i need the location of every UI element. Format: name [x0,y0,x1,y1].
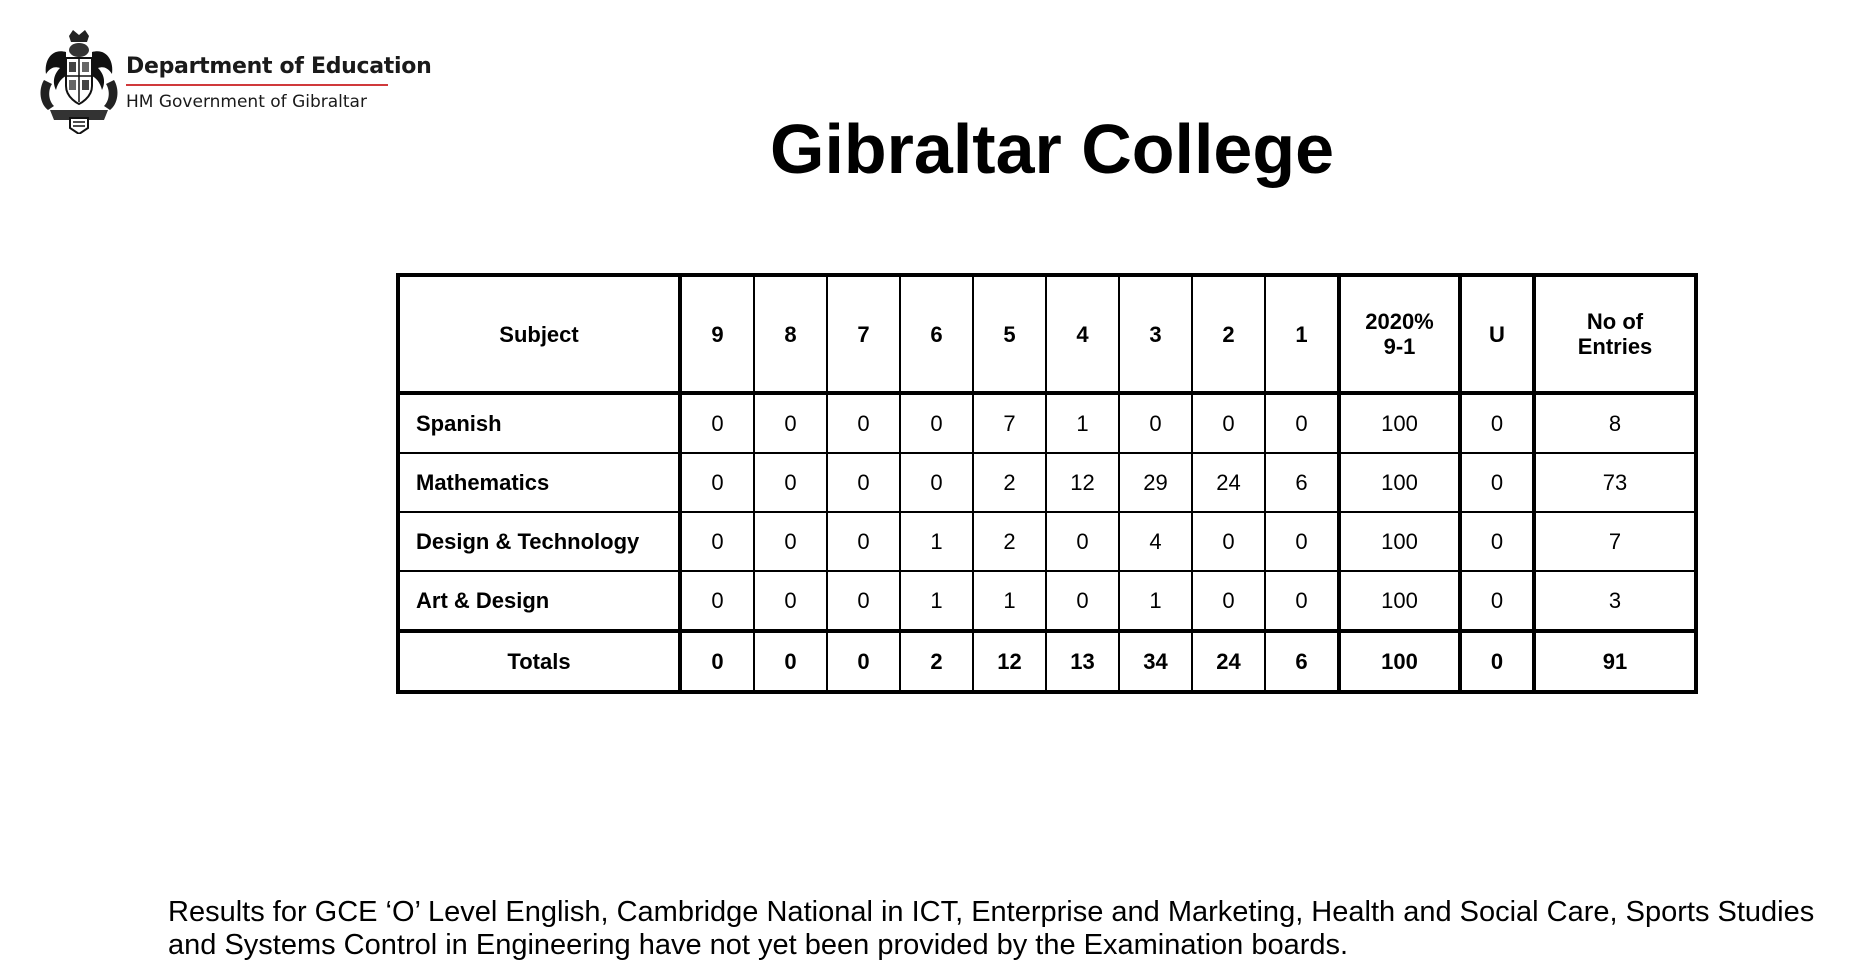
grade-cell: 1 [1046,393,1119,453]
grade-cell: 0 [1046,571,1119,631]
total-grade-cell: 24 [1192,631,1265,692]
total-grade-cell: 13 [1046,631,1119,692]
grade-cell: 0 [754,393,827,453]
header-pass-rate-line1: 2020% [1365,309,1434,334]
entries-cell: 73 [1534,453,1696,512]
totals-row [398,631,1696,692]
table-row [398,512,1696,571]
grade-cell: 24 [1192,453,1265,512]
pass-rate-cell: 100 [1339,453,1460,512]
pass-rate-cell: 100 [1339,393,1460,453]
header-grade-9: 9 [680,275,754,393]
subject-cell: Mathematics [398,453,680,512]
grade-cell: 0 [754,453,827,512]
grade-cell: 0 [827,453,900,512]
grade-cell: 0 [680,571,754,631]
header-grade-6: 6 [900,275,973,393]
grade-cell: 6 [1265,453,1339,512]
grade-cell: 0 [827,571,900,631]
total-grade-cell: 0 [754,631,827,692]
grade-cell: 0 [1265,571,1339,631]
header-grade-5: 5 [973,275,1046,393]
header-grade-7: 7 [827,275,900,393]
header-subject: Subject [398,275,680,393]
grade-cell: 0 [1046,512,1119,571]
grade-cell: 0 [1119,393,1192,453]
grade-cell: 0 [680,393,754,453]
total-grade-cell: 0 [680,631,754,692]
grade-cell: 0 [1192,393,1265,453]
grade-cell: 0 [900,393,973,453]
government-name: HM Government of Gibraltar [126,92,367,112]
table-row [398,453,1696,512]
total-grade-cell: 6 [1265,631,1339,692]
grade-cell: 0 [680,512,754,571]
grade-cell: 1 [900,512,973,571]
grade-cell: 29 [1119,453,1192,512]
department-name: Department of Education [126,54,432,79]
u-cell: 0 [1460,453,1534,512]
subject-cell: Art & Design [398,571,680,631]
header-pass-rate-line2: 9-1 [1383,334,1416,359]
entries-cell: 3 [1534,571,1696,631]
grade-cell: 12 [1046,453,1119,512]
table-header-row [398,275,1696,393]
grade-cell: 0 [1192,571,1265,631]
total-u-cell: 0 [1460,631,1534,692]
total-grade-cell: 34 [1119,631,1192,692]
totals-label: Totals [398,631,680,692]
header-grade-3: 3 [1119,275,1192,393]
grade-cell: 0 [1265,393,1339,453]
u-cell: 0 [1460,393,1534,453]
header-grade-1: 1 [1265,275,1339,393]
total-grade-cell: 0 [827,631,900,692]
grade-cell: 2 [973,512,1046,571]
total-entries-cell: 91 [1534,631,1696,692]
subject-cell: Spanish [398,393,680,453]
table-row [398,393,1696,453]
pass-rate-cell: 100 [1339,571,1460,631]
grade-cell: 1 [1119,571,1192,631]
header-grade-2: 2 [1192,275,1265,393]
header-entries-line2: Entries [1577,334,1653,359]
grade-cell: 4 [1119,512,1192,571]
grade-cell: 0 [1265,512,1339,571]
header-entries [1534,275,1696,393]
department-logo [36,30,432,140]
entries-cell: 7 [1534,512,1696,571]
grade-cell: 0 [754,571,827,631]
table-row [398,571,1696,631]
u-cell: 0 [1460,512,1534,571]
subject-cell: Design & Technology [398,512,680,571]
grade-cell: 1 [900,571,973,631]
u-cell: 0 [1460,571,1534,631]
total-grade-cell: 12 [973,631,1046,692]
results-table [396,273,1698,694]
grade-cell: 0 [680,453,754,512]
entries-cell: 8 [1534,393,1696,453]
header-grade-8: 8 [754,275,827,393]
grade-cell: 0 [827,512,900,571]
page-title: Gibraltar College [770,110,1335,188]
grade-cell: 0 [754,512,827,571]
grade-cell: 0 [1192,512,1265,571]
footnote: Results for GCE ‘O’ Level English, Cambridge National in ICT, Enterprise and Marketing, Health and Social Care, Sports Studies and Systems Control in Engineering have not yet been provided by the Examination boards. [168,896,1815,961]
header-entries-line1: No of [1586,309,1644,334]
total-grade-cell: 2 [900,631,973,692]
grade-cell: 7 [973,393,1046,453]
header-u: U [1460,275,1534,393]
grade-cell: 0 [827,393,900,453]
coat-of-arms-icon [36,30,122,134]
grade-cell: 1 [973,571,1046,631]
total-pass-rate-cell: 100 [1339,631,1460,692]
logo-divider [126,84,388,86]
pass-rate-cell: 100 [1339,512,1460,571]
header-pass-rate [1339,275,1460,393]
grade-cell: 2 [973,453,1046,512]
grade-cell: 0 [900,453,973,512]
header-grade-4: 4 [1046,275,1119,393]
